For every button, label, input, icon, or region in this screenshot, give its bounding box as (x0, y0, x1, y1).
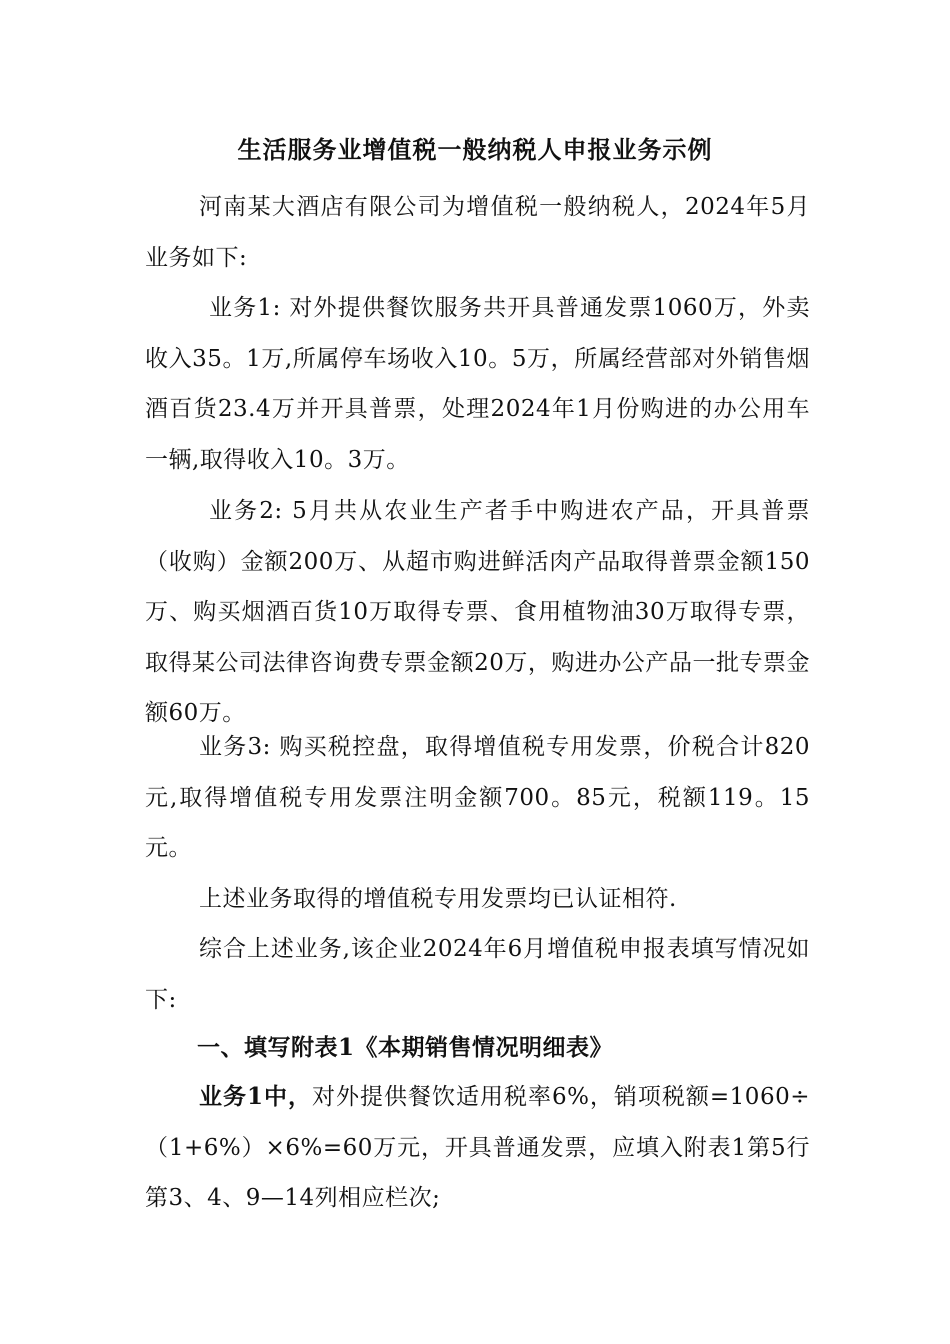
section-1-paragraph (145, 1072, 810, 1224)
verification-paragraph: 上述业务取得的增值税专用发票均已认证相符. (199, 886, 677, 912)
document-title: 生活服务业增值税一般纳税人申报业务示例 (237, 135, 713, 164)
section-1-body: 对外提供餐饮适用税率6%，销项税额=1060÷（1+6%）×6%=60万元，开具普通发票，应填入附表1第5行第3、4、9—14列相应栏次; (145, 1084, 810, 1211)
business-2-paragraph: 业务2: 5月共从农业生产者手中购进农产品，开具普票（收购）金额200万、从超市购进鲜活肉产品取得普票金额150万、购买烟酒百货10万取得专票、食用植物油30万取得专票，取得某公司法律咨询费专票金额20万，购进办公产品一批专票金额60万。 (145, 498, 810, 726)
business-1-paragraph: 业务1: 对外提供餐饮服务共开具普通发票1060万，外卖收入35。1万,所属停车场收入10。5万，所属经营部对外销售烟酒百货23.4万并开具普票，处理2024年1月份购进的办公用车一辆,取得收入10。3万。 (145, 295, 810, 473)
summary-paragraph: 综合上述业务,该企业2024年6月增值税申报表填写情况如下: (145, 936, 810, 1013)
intro-paragraph: 河南某大酒店有限公司为增值税一般纳税人，2024年5月业务如下: (145, 194, 810, 271)
section-1-lead: 业务1中， (199, 1083, 312, 1110)
section-1-heading: 一、填写附表1《本期销售情况明细表》 (197, 1034, 614, 1061)
business-3-paragraph: 业务3: 购买税控盘，取得增值税专用发票，价税合计820元,取得增值税专用发票注明金额700。85元，税额119。15元。 (145, 734, 810, 861)
